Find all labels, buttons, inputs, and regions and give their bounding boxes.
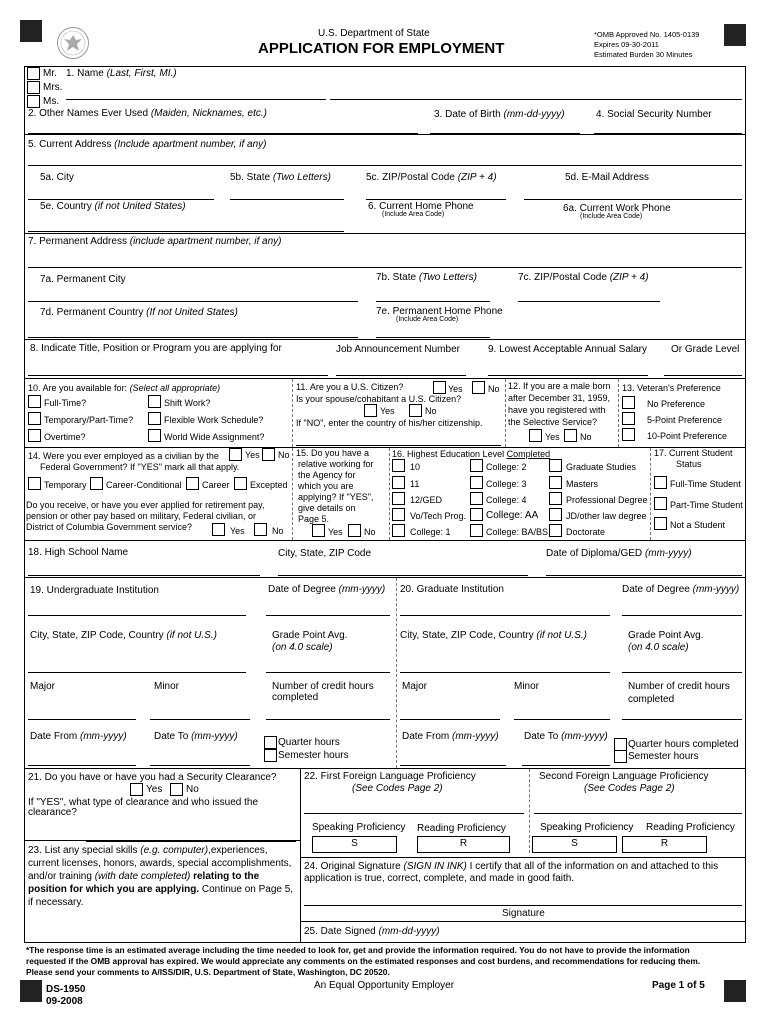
permanent-country-field[interactable] — [28, 322, 358, 338]
masters-checkbox[interactable] — [549, 476, 562, 489]
student-status-line2: Status — [676, 459, 702, 469]
grad-institution-field[interactable] — [400, 600, 610, 616]
undergrad-credits-label2: completed — [272, 692, 319, 703]
grade-level-field[interactable] — [664, 360, 742, 376]
jd-label: JD/other law degree — [566, 511, 647, 521]
name-first-field[interactable] — [330, 84, 742, 100]
retirement-yes-checkbox[interactable] — [212, 523, 225, 536]
home-phone-field[interactable] — [370, 218, 506, 234]
registration-mark-top-right — [724, 24, 746, 46]
other-names-field[interactable] — [28, 118, 418, 134]
high-school-city-label: City, State, ZIP Code — [278, 548, 372, 559]
ms-label: Ms. — [43, 96, 60, 107]
email-field[interactable] — [524, 184, 742, 200]
career-conditional-checkbox[interactable] — [90, 477, 103, 490]
college-3-checkbox[interactable] — [470, 476, 483, 489]
undergrad-city-label: City, State, ZIP Code, Country (if not U.S.) — [30, 630, 217, 641]
college-2-checkbox[interactable] — [470, 459, 483, 472]
college-ba-label: College: BA/BS — [486, 527, 549, 537]
veterans-label: 13. Veteran's Preference — [622, 383, 721, 393]
permanent-state-label: 7b. State (Two Letters) — [376, 272, 477, 283]
undergrad-gpa-hint: (on 4.0 scale) — [272, 642, 333, 653]
first-reading-label: Reading Proficiency — [417, 823, 506, 834]
temporary-part-time-checkbox[interactable] — [28, 412, 41, 425]
doctorate-checkbox[interactable] — [549, 524, 562, 537]
first-speaking-box[interactable]: S — [312, 836, 397, 853]
second-reading-label: Reading Proficiency — [646, 822, 735, 833]
flexible-schedule-checkbox[interactable] — [148, 412, 161, 425]
ms-checkbox[interactable] — [27, 95, 40, 108]
permanent-phone-label: 7e. Permanent Home Phone — [376, 306, 503, 317]
permanent-address-label: 7. Permanent Address (include apartment number, if any) — [28, 236, 282, 247]
first-reading-box[interactable]: R — [417, 836, 510, 853]
second-reading-box[interactable]: R — [622, 836, 707, 853]
position-field[interactable] — [28, 360, 328, 376]
high-school-field[interactable] — [28, 560, 260, 576]
selective-service-line3: have you registered with — [508, 405, 606, 415]
relative-yes-checkbox[interactable] — [312, 524, 325, 537]
grad-minor-label: Minor — [514, 681, 540, 692]
grad-credits-label2: completed — [628, 694, 675, 705]
diploma-date-field[interactable] — [546, 560, 742, 576]
relative-no-checkbox[interactable] — [348, 524, 361, 537]
salary-field[interactable] — [488, 360, 648, 376]
excepted-checkbox[interactable] — [234, 477, 247, 490]
world-wide-label: World Wide Assignment? — [164, 432, 265, 442]
email-label: 5d. E-Mail Address — [565, 172, 649, 183]
ten-point-checkbox[interactable] — [622, 428, 635, 441]
selective-service-line2: after December 31, 1959, — [508, 393, 611, 403]
burden-note-line2: requested if the OMB approval has expired. We would appreciate any comments on the estimated responses and cost burdens, and recommendations for reducing them. — [26, 956, 701, 966]
undergrad-to-label: Date To (mm-yyyy) — [154, 731, 238, 742]
dob-label: 3. Date of Birth (mm-dd-yyyy) — [434, 109, 565, 120]
retirement-pay-line3: District of Columbia Government service? — [26, 522, 193, 532]
current-address-field[interactable] — [28, 150, 742, 166]
relative-line2: relative working for — [298, 459, 374, 469]
full-time-checkbox[interactable] — [28, 395, 41, 408]
undergrad-major-field[interactable] — [28, 704, 136, 720]
form-title: APPLICATION FOR EMPLOYMENT — [258, 40, 505, 57]
skills-line5: if necessary. — [28, 897, 84, 908]
selective-no-label: No — [580, 432, 592, 442]
grad-to-label: Date To (mm-yyyy) — [524, 731, 608, 742]
availability-label: 10. Are you available for: (Select all appropriate) — [28, 383, 221, 393]
zip-field[interactable] — [366, 184, 506, 200]
job-announcement-label: Job Announcement Number — [336, 344, 460, 355]
no-preference-checkbox[interactable] — [622, 396, 635, 409]
permanent-state-field[interactable] — [376, 286, 490, 302]
ged-checkbox[interactable] — [392, 492, 405, 505]
relative-line5: applying? If "YES", — [298, 492, 374, 502]
part-time-student-checkbox[interactable] — [654, 497, 667, 510]
grad-city-field[interactable] — [400, 657, 610, 673]
grad-credits-field[interactable] — [622, 704, 742, 720]
grad-to-field[interactable] — [522, 750, 610, 766]
clearance-type-label2: clearance? — [28, 807, 77, 818]
flexible-schedule-label: Flexible Work Schedule? — [164, 415, 264, 425]
relative-line3: the Agency for — [298, 470, 356, 480]
undergrad-institution-field[interactable] — [28, 600, 246, 616]
skills-line3: and/or training (with date completed) relating to the — [28, 871, 260, 882]
work-phone-field[interactable] — [564, 218, 742, 234]
diploma-date-label: Date of Diploma/GED (mm-yyyy) — [546, 548, 692, 559]
relative-no-label: No — [364, 527, 376, 537]
grad-degree-date-field[interactable] — [622, 600, 742, 616]
undergrad-gpa-label: Grade Point Avg. — [272, 630, 348, 641]
world-wide-checkbox[interactable] — [148, 429, 161, 442]
professional-degree-label: Professional Degree — [566, 495, 648, 505]
clearance-no-label: No — [186, 784, 199, 795]
grad-city-label: City, State, ZIP Code, Country (if not U.S.) — [400, 630, 587, 641]
full-time-student-label: Full-Time Student — [670, 479, 741, 489]
relative-line4: which you are — [298, 481, 354, 491]
country-label: 5e. Country (if not United States) — [40, 201, 186, 212]
spouse-no-label: No — [425, 406, 437, 416]
grad-from-label: Date From (mm-yyyy) — [402, 731, 499, 742]
mr-label: Mr. — [43, 68, 57, 79]
grad-quarter-label: Quarter hours completed — [628, 739, 739, 750]
other-names-label: 2. Other Names Ever Used (Maiden, Nicknames, etc.) — [28, 108, 267, 119]
state-field[interactable] — [230, 184, 344, 200]
work-phone-hint: (Include Area Code) — [580, 213, 643, 220]
grad-gpa-hint: (on 4.0 scale) — [628, 642, 689, 653]
spouse-no-checkbox[interactable] — [409, 404, 422, 417]
registration-mark-bottom-left — [20, 980, 42, 1002]
college-aa-checkbox[interactable] — [470, 508, 483, 521]
professional-degree-checkbox[interactable] — [549, 492, 562, 505]
permanent-country-label: 7d. Permanent Country (If not United States) — [40, 307, 238, 318]
undergrad-quarter-label: Quarter hours — [278, 737, 340, 748]
selective-yes-label: Yes — [545, 432, 560, 442]
omb-number: *OMB Approved No. 1405-0139 — [594, 30, 700, 39]
grad-semester-checkbox[interactable] — [614, 750, 627, 763]
spouse-country-note: If "NO", enter the country of his/her citizenship. — [296, 418, 483, 428]
signature-label: Signature — [502, 908, 545, 919]
civilian-employment-line2: Federal Government? If "YES" mark all that apply. — [40, 462, 240, 472]
citizen-yes-label: Yes — [448, 384, 463, 394]
permanent-city-label: 7a. Permanent City — [40, 274, 126, 285]
vocational-checkbox[interactable] — [392, 508, 405, 521]
job-announcement-field[interactable] — [336, 360, 466, 376]
student-status-line1: 17. Current Student — [654, 448, 733, 458]
undergrad-quarter-checkbox[interactable] — [264, 736, 277, 749]
civilian-employment-line1: 14. Were you ever employed as a civilian by the — [28, 451, 219, 461]
ged-label: 12/GED — [410, 495, 443, 505]
signature-statement-line2: application is true, correct, complete, and made in good faith. — [304, 873, 575, 884]
mrs-label: Mrs. — [43, 82, 63, 93]
no-preference-label: No Preference — [647, 399, 706, 409]
relative-line6: give details on — [298, 503, 356, 513]
grade-11-checkbox[interactable] — [392, 476, 405, 489]
undergrad-city-field[interactable] — [28, 657, 246, 673]
skills-line1: 23. List any special skills (e.g. computer),experiences, — [28, 845, 268, 856]
grad-major-label: Major — [402, 681, 428, 692]
civilian-yes-label: Yes — [245, 450, 260, 460]
signature-field[interactable] — [304, 890, 742, 906]
work-phone-label: 6a. Current Work Phone — [563, 203, 671, 214]
citizen-no-label: No — [488, 384, 500, 394]
college-1-label: College: 1 — [410, 527, 451, 537]
retirement-pay-line1: Do you receive, or have you ever applied for retirement pay, — [26, 500, 265, 510]
college-aa-label: College: AA — [486, 510, 539, 521]
college-1-checkbox[interactable] — [392, 524, 405, 537]
shift-work-checkbox[interactable] — [148, 395, 161, 408]
mrs-checkbox[interactable] — [27, 81, 40, 94]
undergrad-major-label: Major — [30, 681, 56, 692]
relative-line7: Page 5. — [298, 514, 330, 524]
excepted-label: Excepted — [250, 480, 288, 490]
burden-note-line3: Please send your comments to A/ISS/DIR, U.S. Department of State, Washington, DC 20520. — [26, 967, 390, 977]
undergrad-credits-label: Number of credit hours — [272, 681, 374, 692]
career-label: Career — [202, 480, 230, 490]
grade-10-label: 10 — [410, 462, 421, 472]
grad-major-field[interactable] — [400, 704, 500, 720]
second-speaking-label: Speaking Proficiency — [540, 822, 634, 833]
form-date: 09-2008 — [46, 996, 83, 1007]
undergrad-degree-date-field[interactable] — [266, 600, 390, 616]
undergrad-gpa-field[interactable] — [266, 657, 390, 673]
clearance-label: 21. Do you have or have you had a Security Clearance? — [28, 772, 277, 783]
retirement-pay-line2: pension or other pay based on military, Federal civilian, or — [26, 511, 256, 521]
form-number: DS-1950 — [46, 984, 86, 995]
grade-11-label: 11 — [410, 479, 420, 489]
retirement-yes-label: Yes — [230, 526, 245, 536]
part-time-student-label: Part-Time Student — [670, 500, 743, 510]
spouse-yes-label: Yes — [380, 406, 395, 416]
civilian-no-checkbox[interactable] — [262, 448, 275, 461]
second-language-label: Second Foreign Language Proficiency — [539, 771, 709, 782]
skills-line4: position for which you are applying. Continue on Page 5, — [28, 884, 294, 895]
first-language-label: 22. First Foreign Language Proficiency — [304, 771, 476, 782]
temporary-label: Temporary — [44, 480, 87, 490]
signature-statement-line1: 24. Original Signature (SIGN IN INK) I certify that all of the information on and attached to this — [304, 861, 719, 872]
career-conditional-label: Career-Conditional — [106, 480, 182, 490]
second-speaking-box[interactable]: S — [532, 836, 617, 853]
overtime-label: Overtime? — [44, 432, 86, 442]
omb-expires: Expires 09-30-2011 — [594, 40, 659, 49]
relative-yes-label: Yes — [328, 527, 343, 537]
country-field[interactable] — [28, 216, 344, 232]
undergrad-semester-checkbox[interactable] — [264, 749, 277, 762]
permanent-address-field[interactable] — [28, 252, 742, 268]
graduate-studies-checkbox[interactable] — [549, 459, 562, 472]
ssn-label: 4. Social Security Number — [596, 109, 712, 120]
home-phone-label: 6. Current Home Phone — [368, 201, 474, 212]
permanent-phone-hint: (Include Area Code) — [396, 316, 459, 323]
zip-label: 5c. ZIP/Postal Code (ZIP + 4) — [366, 172, 497, 183]
current-address-label: 5. Current Address (Include apartment number, if any) — [28, 139, 267, 150]
grad-degree-date-label: Date of Degree (mm-yyyy) — [622, 584, 740, 595]
undergrad-from-label: Date From (mm-yyyy) — [30, 731, 127, 742]
undergrad-credits-field[interactable] — [266, 704, 390, 720]
full-time-label: Full-Time? — [44, 398, 87, 408]
not-student-checkbox[interactable] — [654, 517, 667, 530]
college-ba-checkbox[interactable] — [470, 524, 483, 537]
not-student-label: Not a Student — [670, 520, 726, 530]
temporary-checkbox[interactable] — [28, 477, 41, 490]
jd-checkbox[interactable] — [549, 508, 562, 521]
second-language-field[interactable] — [534, 798, 742, 814]
registration-mark-top-left — [20, 20, 42, 42]
grad-credits-label: Number of credit hours — [628, 681, 730, 692]
second-language-hint: (See Codes Page 2) — [584, 783, 675, 794]
college-4-checkbox[interactable] — [470, 492, 483, 505]
registration-mark-bottom-right — [724, 980, 746, 1002]
ten-point-label: 10-Point Preference — [647, 431, 728, 441]
education-label: 16. Highest Education Level Completed — [392, 449, 551, 459]
undergrad-minor-field[interactable] — [150, 704, 250, 720]
dob-field[interactable] — [430, 118, 580, 134]
doctorate-label: Doctorate — [566, 527, 606, 537]
permanent-zip-field[interactable] — [518, 286, 660, 302]
high-school-city-field[interactable] — [278, 560, 528, 576]
equal-opportunity-label: An Equal Opportunity Employer — [314, 980, 455, 991]
city-label: 5a. City — [40, 172, 74, 183]
burden-note-line1: *The response time is an estimated average including the time needed to look for, get and provide the information required. You do not have to provide the information — [26, 945, 690, 955]
salary-label: 9. Lowest Acceptable Annual Salary — [488, 344, 647, 355]
grad-gpa-label: Grade Point Avg. — [628, 630, 704, 641]
shift-work-label: Shift Work? — [164, 398, 211, 408]
five-point-checkbox[interactable] — [622, 412, 635, 425]
citizen-yes-checkbox[interactable] — [433, 381, 446, 394]
home-phone-hint: (Include Area Code) — [382, 211, 445, 218]
high-school-label: 18. High School Name — [28, 547, 129, 558]
college-2-label: College: 2 — [486, 462, 527, 472]
civilian-yes-checkbox[interactable] — [229, 448, 242, 461]
grade-10-checkbox[interactable] — [392, 459, 405, 472]
clearance-yes-checkbox[interactable] — [130, 783, 143, 796]
spouse-yes-checkbox[interactable] — [364, 404, 377, 417]
spouse-country-field[interactable] — [296, 430, 501, 446]
date-signed-label: 25. Date Signed (mm-dd-yyyy) — [304, 926, 440, 937]
vocational-label: Vo/Tech Prog. — [410, 511, 467, 521]
career-checkbox[interactable] — [186, 477, 199, 490]
undergrad-degree-date-label: Date of Degree (mm-yyyy) — [268, 584, 386, 595]
civilian-no-label: No — [278, 450, 290, 460]
citizen-label: 11. Are you a U.S. Citizen? — [296, 382, 404, 392]
full-time-student-checkbox[interactable] — [654, 476, 667, 489]
clearance-yes-label: Yes — [146, 784, 163, 795]
graduate-studies-label: Graduate Studies — [566, 462, 637, 472]
ssn-field[interactable] — [594, 118, 742, 134]
grad-from-field[interactable] — [400, 750, 506, 766]
grad-minor-field[interactable] — [514, 704, 610, 720]
first-language-field[interactable] — [304, 798, 524, 814]
temporary-part-time-label: Temporary/Part-Time? — [44, 415, 134, 425]
department-seal-icon — [56, 26, 90, 60]
grad-label: 20. Graduate Institution — [400, 584, 504, 595]
state-label: 5b. State (Two Letters) — [230, 172, 331, 183]
grad-gpa-field[interactable] — [622, 657, 742, 673]
relative-line1: 15. Do you have a — [296, 448, 370, 458]
retirement-no-label: No — [272, 526, 284, 536]
grad-semester-label: Semester hours — [628, 751, 699, 762]
undergrad-from-field[interactable] — [28, 750, 136, 766]
page-number: Page 1 of 5 — [652, 980, 705, 991]
name-label: 1. Name (Last, First, MI.) — [66, 68, 177, 79]
five-point-label: 5-Point Preference — [647, 415, 723, 425]
college-4-label: College: 4 — [486, 495, 527, 505]
position-label: 8. Indicate Title, Position or Program you are applying for — [30, 343, 282, 354]
undergrad-minor-label: Minor — [154, 681, 180, 692]
skills-line2: current licenses, honors, awards, special accomplishments, — [28, 858, 292, 869]
permanent-zip-label: 7c. ZIP/Postal Code (ZIP + 4) — [518, 272, 649, 283]
selective-service-line4: the Selective Service? — [508, 417, 598, 427]
college-3-label: College: 3 — [486, 479, 527, 489]
first-language-hint: (See Codes Page 2) — [352, 783, 443, 794]
selective-service-line1: 12. If you are a male born — [508, 381, 611, 391]
clearance-type-label: If "YES", what type of clearance and who issued the — [28, 797, 259, 808]
omb-burden: Estimated Burden 30 Minutes — [594, 50, 693, 59]
citizen-no-checkbox[interactable] — [472, 381, 485, 394]
retirement-no-checkbox[interactable] — [254, 523, 267, 536]
name-field[interactable] — [66, 84, 326, 100]
city-field[interactable] — [28, 184, 214, 200]
masters-label: Masters — [566, 479, 599, 489]
permanent-city-field[interactable] — [28, 286, 358, 302]
spouse-citizen-label: Is your spouse/cohabitant a U.S. Citizen? — [296, 394, 462, 404]
undergrad-semester-label: Semester hours — [278, 750, 349, 761]
undergrad-to-field[interactable] — [150, 750, 250, 766]
clearance-no-checkbox[interactable] — [170, 783, 183, 796]
mr-checkbox[interactable] — [27, 67, 40, 80]
overtime-checkbox[interactable] — [28, 429, 41, 442]
grade-level-label: Or Grade Level — [671, 344, 740, 355]
permanent-phone-field[interactable] — [376, 322, 490, 338]
selective-yes-checkbox[interactable] — [529, 429, 542, 442]
department-name: U.S. Department of State — [318, 28, 430, 39]
undergrad-label: 19. Undergraduate Institution — [30, 585, 159, 596]
first-speaking-label: Speaking Proficiency — [312, 822, 406, 833]
selective-no-checkbox[interactable] — [564, 429, 577, 442]
